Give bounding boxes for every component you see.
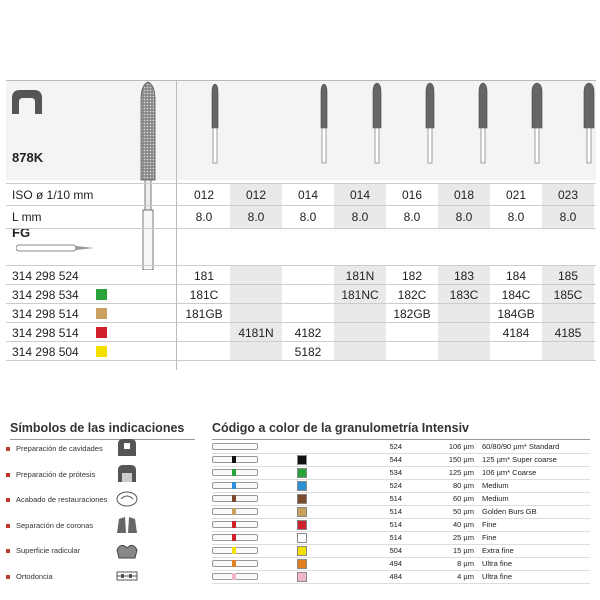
color-swatch [297, 572, 307, 582]
iso-value: 014 [349, 188, 371, 202]
color-swatch [297, 481, 307, 491]
tooth-icon [10, 88, 44, 116]
grit-size: 4 µm [457, 572, 474, 581]
color-ring [232, 560, 236, 567]
grit-number: 534 [389, 468, 402, 477]
color-ring [232, 521, 236, 528]
grit-size: 60 µm [453, 494, 474, 503]
grit-description: 60/80/90 µm* Standard [482, 442, 560, 451]
ref-number: 182C [397, 288, 427, 302]
symbol-label: Ortodoncia [16, 571, 53, 581]
iso-value: 012 [193, 188, 215, 202]
color-swatch [297, 494, 307, 504]
ref-number: 5182 [294, 345, 322, 359]
grit-size: 125 µm [448, 468, 474, 477]
ref-number: 183 [453, 269, 475, 283]
grit-row [212, 466, 590, 480]
length-value: 8.0 [247, 210, 265, 224]
length-label: L mm [12, 210, 42, 224]
grit-description: Ultra fine [482, 572, 513, 581]
color-ring [232, 456, 236, 463]
cell-shade [230, 342, 282, 361]
orthodontics-icon [115, 566, 139, 586]
grit-description: Medium [482, 494, 509, 503]
iso-value: 016 [401, 188, 423, 202]
symbol-item [6, 521, 93, 530]
iso-size-row [6, 183, 596, 206]
bullet-icon [6, 524, 10, 528]
symbol-item [6, 572, 53, 581]
length-value: 8.0 [507, 210, 525, 224]
product-row [6, 322, 596, 342]
length-value: 8.0 [351, 210, 369, 224]
grit-description: Medium [482, 481, 509, 490]
iso-value: 012 [245, 188, 267, 202]
product-row [6, 341, 596, 361]
grit-size: 15 µm [453, 546, 474, 555]
product-row [6, 265, 596, 285]
cell-shade [438, 342, 490, 361]
tooth-crown-icon [115, 464, 139, 484]
color-ring [232, 508, 236, 515]
symbol-item [6, 444, 103, 453]
article-code: 314 298 514 [12, 307, 79, 321]
bur-illustration [128, 80, 168, 270]
grit-number: 514 [389, 520, 402, 529]
grit-number: 514 [389, 507, 402, 516]
grit-number: 514 [389, 494, 402, 503]
grit-size: 80 µm [453, 481, 474, 490]
cell-shade [230, 266, 282, 285]
bullet-icon [6, 473, 10, 477]
length-value: 8.0 [195, 210, 213, 224]
color-swatch [297, 468, 307, 478]
iso-value: 023 [557, 188, 579, 202]
bullet-icon [6, 498, 10, 502]
grit-description: 125 µm* Super coarse [482, 455, 557, 464]
ref-number: 4184 [502, 326, 530, 340]
ref-number: 183C [449, 288, 479, 302]
grit-color-square [96, 327, 107, 338]
symbol-label: Superficie radicular [16, 546, 81, 555]
length-row [6, 205, 596, 229]
symbol-label: Preparación de cavidades [16, 444, 103, 453]
crown-separation-icon [115, 515, 139, 535]
iso-label: ISO ø 1/10 mm [12, 188, 94, 202]
article-code: 314 298 504 [12, 345, 79, 359]
color-ring [232, 482, 236, 489]
grit-row [212, 440, 590, 454]
ref-number: 181N [345, 269, 375, 283]
bullet-icon [6, 447, 10, 451]
color-ring [232, 469, 236, 476]
symbol-item [6, 470, 95, 479]
grit-title: Código a color de la granulometría Intensiv [212, 421, 590, 440]
grit-description: Fine [482, 520, 497, 529]
color-ring [232, 495, 236, 502]
product-code: 878K [12, 150, 44, 165]
grit-number: 524 [389, 481, 402, 490]
row-divider [6, 360, 596, 362]
iso-value: 018 [453, 188, 475, 202]
grit-row [212, 531, 590, 545]
grit-number: 544 [389, 455, 402, 464]
grit-size: 8 µm [457, 559, 474, 568]
grit-color-square [96, 346, 107, 357]
ref-number: 181 [193, 269, 215, 283]
symbol-label: Acabado de restauraciones [16, 495, 108, 504]
grit-description: Ultra fine [482, 559, 513, 568]
cell-shade [542, 304, 594, 323]
symbol-label: Preparación de prótesis [16, 469, 96, 479]
iso-value: 021 [505, 188, 527, 202]
cell-shade [438, 304, 490, 323]
ref-number: 184C [501, 288, 531, 302]
cell-shade [334, 323, 386, 342]
ref-number: 4182 [294, 326, 322, 340]
grit-row [212, 453, 590, 467]
color-swatch [297, 455, 307, 465]
article-code: 314 298 534 [12, 288, 79, 302]
ref-number: 184GB [497, 307, 535, 321]
ref-number: 181C [189, 288, 219, 302]
product-row [6, 303, 596, 323]
color-ring [232, 534, 236, 541]
length-value: 8.0 [403, 210, 421, 224]
article-code: 314 298 514 [12, 326, 79, 340]
symbol-item [6, 495, 107, 504]
symbol-item [6, 546, 80, 555]
ref-number: 182 [401, 269, 423, 283]
grit-number: 494 [389, 559, 402, 568]
grit-size: 40 µm [453, 520, 474, 529]
root-surface-icon [115, 540, 139, 560]
grit-description: Golden Burs GB [482, 507, 537, 516]
bur-shank-icon [212, 443, 258, 450]
length-value: 8.0 [455, 210, 473, 224]
color-ring [232, 573, 236, 580]
ref-number: 182GB [393, 307, 431, 321]
grit-row [212, 492, 590, 506]
ref-number: 4185 [554, 326, 582, 340]
restoration-finish-icon [115, 489, 139, 509]
length-value: 8.0 [559, 210, 577, 224]
grit-row [212, 505, 590, 519]
ref-number: 4181N [238, 326, 274, 340]
grit-description: 106 µm* Coarse [482, 468, 537, 477]
ref-number: 185 [557, 269, 579, 283]
color-swatch [297, 533, 307, 543]
grit-color-square [96, 289, 107, 300]
tooth-cavity-icon [115, 438, 139, 458]
grit-size: 50 µm [453, 507, 474, 516]
product-row [6, 284, 596, 304]
cell-shade [230, 304, 282, 323]
ref-number: 181NC [341, 288, 379, 302]
cell-shade [334, 342, 386, 361]
bur-size-icons [176, 80, 596, 165]
symbols-title: Símbolos de las indicaciones [10, 421, 195, 440]
article-code: 314 298 524 [12, 269, 79, 283]
grit-row [212, 544, 590, 558]
ref-number: 185C [553, 288, 583, 302]
grit-row [212, 570, 590, 584]
grit-row [212, 518, 590, 532]
color-ring [232, 547, 236, 554]
fg-label: FG [12, 225, 31, 240]
grit-size: 25 µm [453, 533, 474, 542]
grit-number: 524 [389, 442, 402, 451]
grit-number: 514 [389, 533, 402, 542]
bullet-icon [6, 549, 10, 553]
grit-size: 150 µm [448, 455, 474, 464]
iso-value: 014 [297, 188, 319, 202]
ref-number: 184 [505, 269, 527, 283]
grit-row [212, 557, 590, 571]
grit-row [212, 479, 590, 493]
color-swatch [297, 559, 307, 569]
color-swatch [297, 507, 307, 517]
cell-shade [230, 285, 282, 304]
ref-number: 181GB [185, 307, 223, 321]
grit-size: 106 µm [448, 442, 474, 451]
color-swatch [297, 546, 307, 556]
grit-description: Extra fine [482, 546, 514, 555]
product-catalog-table [6, 80, 596, 382]
grit-number: 484 [389, 572, 402, 581]
cell-shade [438, 323, 490, 342]
fg-shank-icon [16, 242, 96, 254]
cell-shade [334, 304, 386, 323]
length-value: 8.0 [299, 210, 317, 224]
grit-color-square [96, 308, 107, 319]
bullet-icon [6, 575, 10, 579]
color-swatch [297, 520, 307, 530]
cell-shade [542, 342, 594, 361]
grit-number: 504 [389, 546, 402, 555]
symbol-label: Separación de coronas [16, 520, 94, 530]
grit-description: Fine [482, 533, 497, 542]
